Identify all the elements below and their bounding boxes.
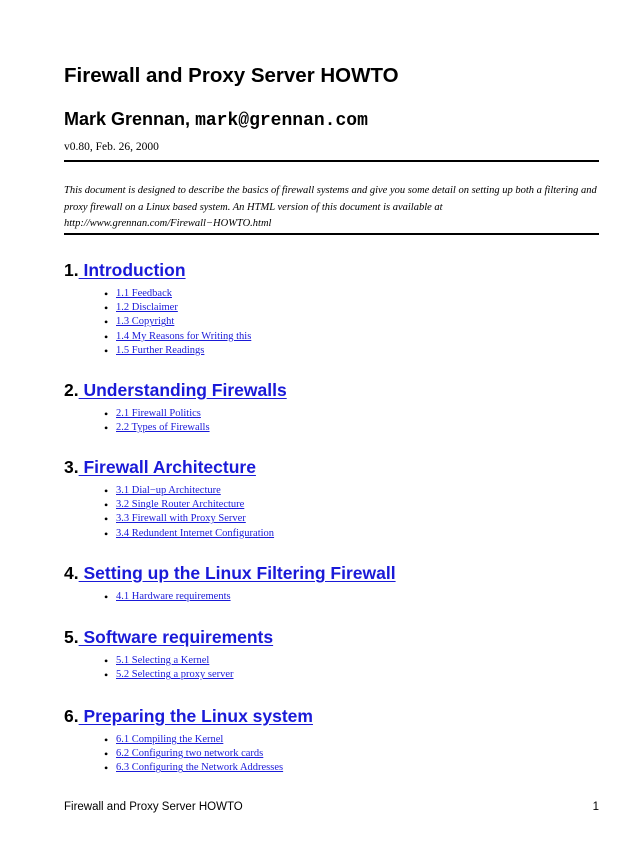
top-divider xyxy=(64,160,599,162)
section-heading xyxy=(64,456,599,478)
toc-link-6-3[interactable]: 6.3 Configuring the Network Addresses xyxy=(116,762,284,774)
section-number: 3. xyxy=(64,457,79,477)
section-number: 6. xyxy=(64,706,79,726)
list-item xyxy=(104,733,599,747)
section-link-firewall-architecture[interactable]: Firewall Architecture xyxy=(78,457,256,477)
toc-link-1-3[interactable]: 1.3 Copyright xyxy=(116,316,175,328)
section-link-introduction[interactable]: Introduction xyxy=(78,260,186,280)
toc-link-2-2[interactable]: 2.2 Types of Firewalls xyxy=(116,422,210,434)
bullet-icon: • xyxy=(104,315,109,330)
list-item xyxy=(104,498,599,512)
section-link-software-requirements[interactable]: Software requirements xyxy=(78,627,274,647)
toc-link-1-5[interactable]: 1.5 Further Readings xyxy=(116,344,205,356)
toc-link-6-1[interactable]: 6.1 Compiling the Kernel xyxy=(116,734,224,745)
toc-link-1-4[interactable]: 1.4 My Reasons for Writing this xyxy=(116,330,252,342)
section-heading xyxy=(64,705,599,727)
bullet-icon: • xyxy=(104,343,109,358)
section-number: 4. xyxy=(64,563,79,583)
subsection-list xyxy=(64,287,599,358)
section-number: 5. xyxy=(64,627,79,647)
bullet-icon: • xyxy=(104,329,109,344)
version-date: v0.80, Feb. 26, 2000 xyxy=(64,141,159,153)
abstract: This document is designed to describe the basics of firewall systems and give you some detail on setting up both a filtering and proxy firewall on a Linux based system. An HTML version of this document is available at http://www.grennan.com/Firewall−HOWTO.html xyxy=(64,185,597,229)
section-heading xyxy=(64,562,599,584)
list-item xyxy=(104,747,599,761)
bullet-icon: • xyxy=(104,526,109,541)
toc-link-1-2[interactable]: 1.2 Disclaimer xyxy=(116,302,178,314)
author-line xyxy=(64,107,368,133)
bullet-icon: • xyxy=(104,590,109,604)
bullet-icon: • xyxy=(104,301,109,316)
toc-section-1 xyxy=(64,259,599,358)
subsection-list xyxy=(64,590,599,604)
list-item xyxy=(104,668,599,682)
toc-section-3 xyxy=(64,456,599,541)
subsection-list xyxy=(64,733,599,776)
list-item xyxy=(104,484,599,498)
section-number: 2. xyxy=(64,380,79,400)
toc-link-3-3[interactable]: 3.3 Firewall with Proxy Server xyxy=(116,513,246,525)
toc-section-2 xyxy=(64,379,599,435)
subsection-list xyxy=(64,484,599,541)
bullet-icon: • xyxy=(104,733,109,747)
footer-title: Firewall and Proxy Server HOWTO xyxy=(64,801,243,813)
section-heading xyxy=(64,626,599,648)
section-heading xyxy=(64,379,599,401)
toc-link-2-1[interactable]: 2.1 Firewall Politics xyxy=(116,408,201,419)
list-item xyxy=(104,590,599,604)
toc-link-5-1[interactable]: 5.1 Selecting a Kernel xyxy=(116,655,210,666)
bullet-icon: • xyxy=(104,287,109,301)
section-link-understanding-firewalls[interactable]: Understanding Firewalls xyxy=(78,380,287,400)
subsection-list xyxy=(64,407,599,435)
list-item xyxy=(104,512,599,526)
list-item xyxy=(104,301,599,315)
bullet-icon: • xyxy=(104,761,109,776)
toc-link-1-1[interactable]: 1.1 Feedback xyxy=(116,288,172,299)
toc-section-4 xyxy=(64,562,599,604)
toc-section-6 xyxy=(64,705,599,776)
bullet-icon: • xyxy=(104,498,109,513)
list-item xyxy=(104,287,599,301)
subsection-list xyxy=(64,654,599,682)
bullet-icon: • xyxy=(104,421,109,436)
author-email: mark@grennan.com xyxy=(195,111,368,131)
section-link-setting-up-filtering-firewall[interactable]: Setting up the Linux Filtering Firewall xyxy=(78,563,396,583)
bullet-icon: • xyxy=(104,654,109,668)
bullet-icon: • xyxy=(104,512,109,527)
abstract-divider xyxy=(64,233,599,235)
toc-section-5 xyxy=(64,626,599,682)
toc-link-3-4[interactable]: 3.4 Redundent Internet Configuration xyxy=(116,527,275,539)
section-link-preparing-linux-system[interactable]: Preparing the Linux system xyxy=(78,706,313,726)
toc-link-4-1[interactable]: 4.1 Hardware requirements xyxy=(116,591,231,602)
toc-link-5-2[interactable]: 5.2 Selecting a proxy server xyxy=(116,669,234,681)
list-item xyxy=(104,330,599,344)
list-item xyxy=(104,344,599,358)
list-item xyxy=(104,421,599,435)
bullet-icon: • xyxy=(104,407,109,421)
author-name: Mark Grennan, xyxy=(64,109,191,129)
page-number: 1 xyxy=(592,801,599,813)
toc-link-3-2[interactable]: 3.2 Single Router Architecture xyxy=(116,499,245,511)
bullet-icon: • xyxy=(104,668,109,683)
toc-link-3-1[interactable]: 3.1 Dial−up Architecture xyxy=(116,485,221,496)
list-item xyxy=(104,315,599,329)
list-item xyxy=(104,654,599,668)
toc-link-6-2[interactable]: 6.2 Configuring two network cards xyxy=(116,748,264,760)
list-item xyxy=(104,407,599,421)
section-number: 1. xyxy=(64,260,79,280)
list-item xyxy=(104,527,599,541)
bullet-icon: • xyxy=(104,484,109,498)
section-heading xyxy=(64,259,599,281)
document-title: Firewall and Proxy Server HOWTO xyxy=(64,64,399,87)
bullet-icon: • xyxy=(104,747,109,762)
list-item xyxy=(104,761,599,775)
